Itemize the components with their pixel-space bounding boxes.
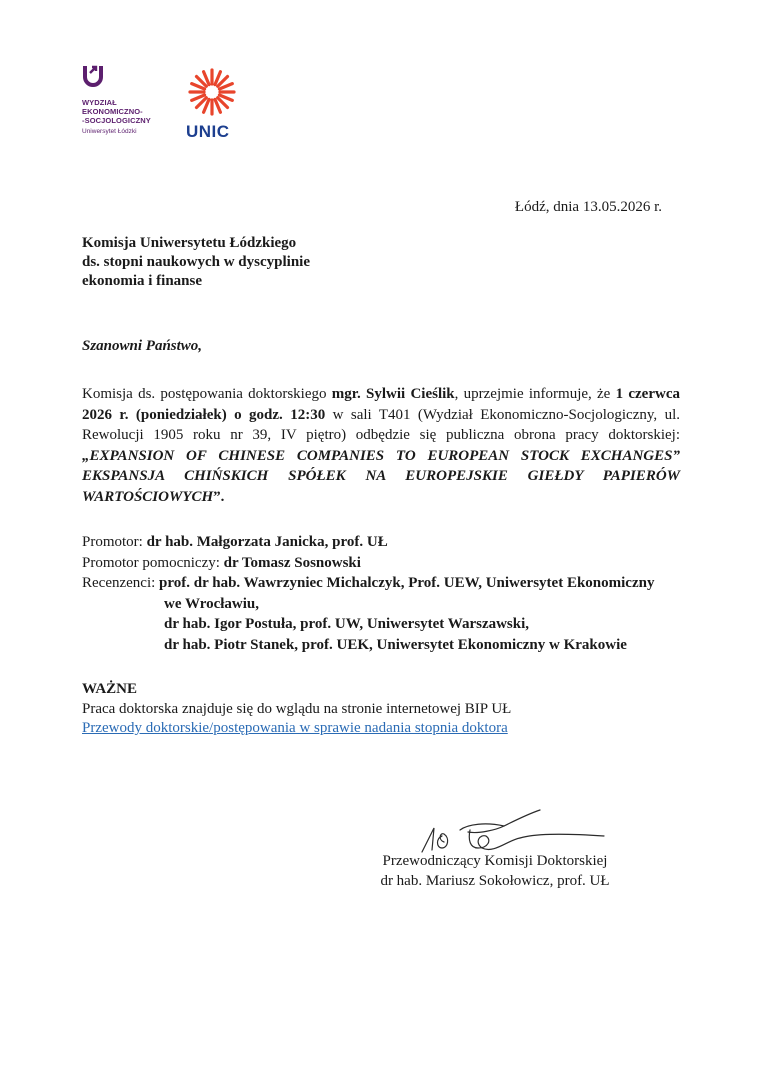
- faculty-logo: [82, 64, 172, 135]
- recipient-line-2: ds. stopni naukowych w dyscyplinie: [82, 254, 310, 270]
- body-text-3: w sali T401 (Wydział Ekonomiczno-Socjologiczny, ul. Rewolucji 1905 roku nr 39, IV piętro) odbędzie się publiczna obrona pracy doktorskiej:: [82, 406, 680, 443]
- announcement-paragraph: [82, 384, 680, 507]
- bip-link[interactable]: Przewody doktorskie/postępowania w sprawie nadania stopnia doktora: [82, 720, 508, 736]
- candidate-name: mgr. Sylwii Cieślik: [331, 386, 455, 402]
- signatory-name: dr hab. Mariusz Sokołowicz, prof. UŁ: [380, 873, 610, 889]
- reviewer-1-cont-row: [82, 594, 682, 615]
- body-text-2: , uprzejmie informuje, że: [454, 386, 616, 402]
- salutation: Szanowni Państwo,: [82, 338, 203, 354]
- reviewers-label: Recenzenci:: [82, 575, 160, 591]
- assistant-promotor-row: [82, 553, 682, 574]
- university-name: Uniwersytet Łódzki: [82, 128, 137, 135]
- faculty-name: [82, 98, 172, 125]
- ul-logo-icon: [82, 64, 104, 88]
- letter-date: Łódź, dnia 13.05.2026 r.: [514, 199, 662, 215]
- reviewer-2-row: [82, 614, 682, 635]
- recipient-block: [82, 234, 310, 291]
- promotor-row: [82, 532, 682, 553]
- assistant-promotor-label: Promotor pomocniczy:: [82, 554, 224, 571]
- recipient-line-1: Komisja Uniwersytetu Łódzkiego: [82, 235, 297, 251]
- signature-block: [380, 851, 610, 891]
- unic-burst-icon: [186, 66, 238, 118]
- faculty-line-1: WYDZIAŁ: [82, 98, 117, 107]
- faculty-line-2: EKONOMICZNO-: [82, 107, 143, 116]
- reviewer-3-row: [82, 635, 682, 656]
- committee-list: [82, 532, 682, 655]
- body-text-1: Komisja ds. postępowania doktorskiego: [82, 386, 332, 402]
- promotor-label: Promotor:: [82, 534, 147, 550]
- important-section: [82, 680, 682, 739]
- reviewer-3: dr hab. Piotr Stanek, prof. UEK, Uniwersytet Ekonomiczny w Krakowie: [164, 636, 627, 653]
- faculty-line-3: -SOCJOLOGICZNY: [82, 116, 151, 125]
- defense-date: 1 czerwca 2026 r. (poniedziałek) o godz. 12:30: [82, 386, 680, 423]
- unic-name: UNIC: [186, 122, 230, 141]
- important-header: WAŻNE: [82, 681, 138, 697]
- important-text: Praca doktorska znajduje się do wglądu na stronie internetowej BIP UŁ: [82, 700, 512, 717]
- unic-logo: [186, 66, 240, 142]
- reviewer-1-cont: we Wrocławiu,: [164, 595, 260, 612]
- body-end: ”.: [213, 488, 225, 505]
- reviewer-1: prof. dr hab. Wawrzyniec Michalczyk, Prof. UEW, Uniwersytet Ekonomiczny: [159, 575, 655, 591]
- recipient-line-3: ekonomia i finanse: [82, 273, 203, 289]
- reviewers-row: [82, 573, 682, 594]
- signatory-title: Przewodniczący Komisji Doktorskiej: [382, 853, 608, 869]
- assistant-promotor-name: dr Tomasz Sosnowski: [223, 554, 361, 571]
- thesis-title: „EXPANSION OF CHINESE COMPANIES TO EUROPEAN STOCK EXCHANGES” EKSPANSJA CHIŃSKICH SPÓŁEK NA EUROPEJSKIE GIEŁDY PAPIERÓW WARTOŚCIOWYCH: [82, 447, 680, 505]
- promotor-name: dr hab. Małgorzata Janicka, prof. UŁ: [146, 534, 388, 550]
- reviewer-2: dr hab. Igor Postuła, prof. UW, Uniwersytet Warszawski,: [164, 616, 530, 632]
